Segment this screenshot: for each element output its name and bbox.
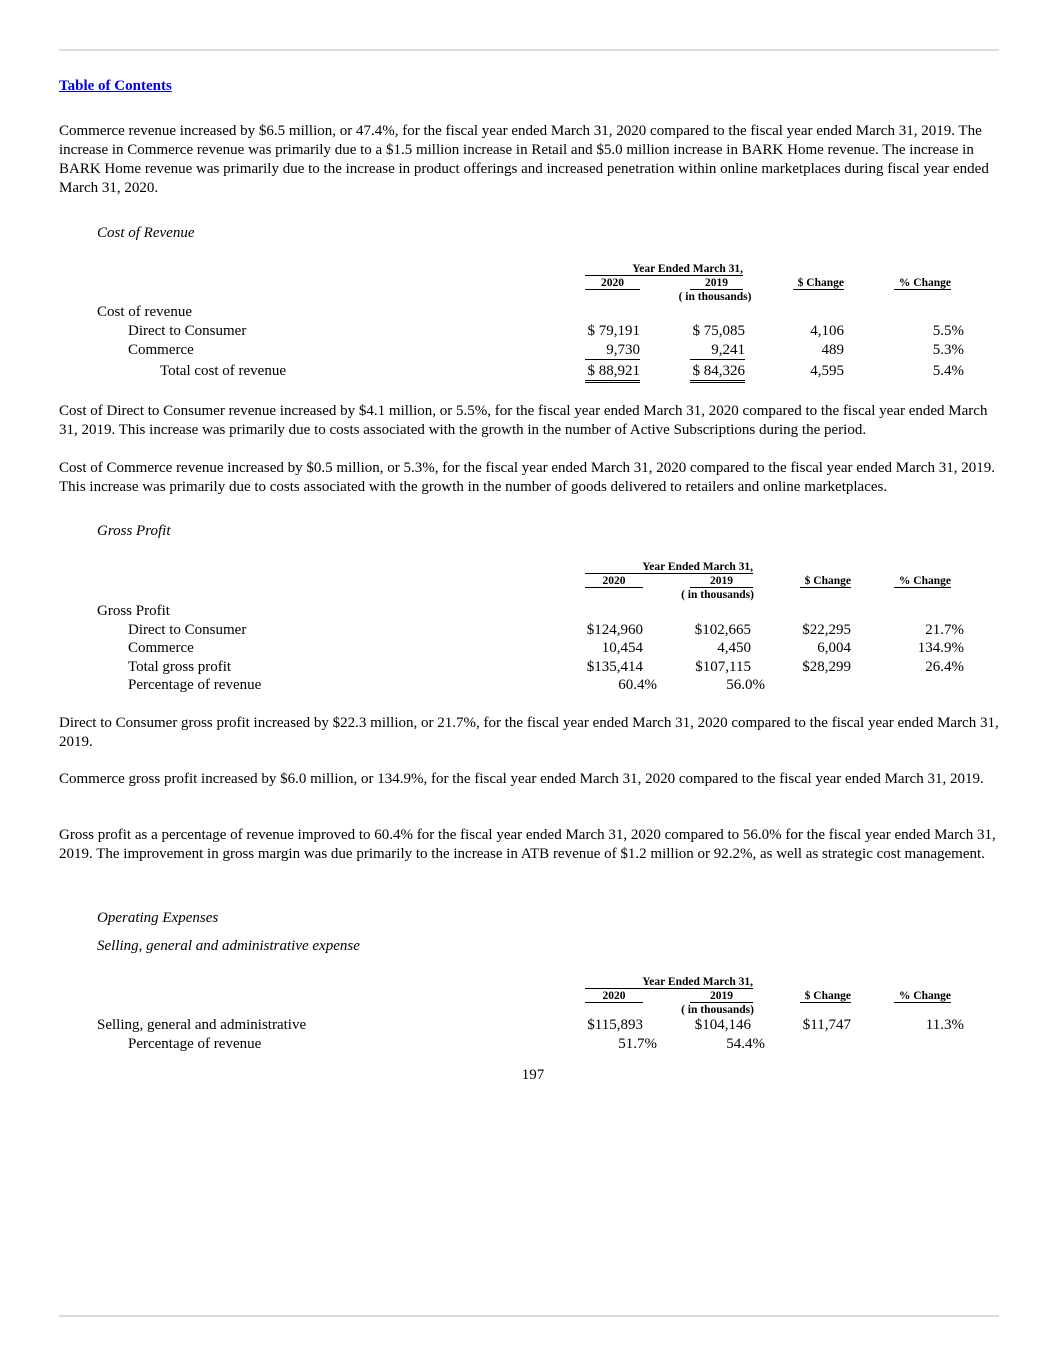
row-label: Total gross profit (128, 659, 232, 675)
cell-dollar-change: 6,004 (817, 640, 851, 656)
cell-percent-change: 11.3% (925, 1017, 964, 1033)
table-header-2020: 2020 (585, 575, 643, 588)
table-header-2020: 2020 (585, 277, 640, 290)
table-header-units: ( in thousands) (678, 291, 752, 303)
table-header-percent-change: % Change (894, 990, 951, 1003)
cell-2020: 9,730 (585, 342, 640, 360)
paragraph-gp-commerce: Commerce gross profit increased by $6.0 million, or 134.9%, for the fiscal year ended March 31, 2020 compared to the fiscal year ended March 31, 2019. (59, 771, 984, 787)
cell-percent-change: 21.7% (925, 622, 964, 638)
table-header-period: Year Ended March 31, (585, 263, 743, 276)
cell-percent-change: 5.3% (932, 342, 964, 358)
paragraph-gp-percentage: Gross profit as a percentage of revenue improved to 60.4% for the fiscal year ended March 31, 2020 compared to 56.0% for the fiscal year ended March 31, 2019. The improvement in gross margin was due primarily to the increase in ATB revenue of $1.2 million or 92.2%, as well as strategic cost management. (59, 827, 996, 862)
row-label: Percentage of revenue (128, 1036, 262, 1052)
cell-2020: $ 88,921 (585, 363, 640, 383)
cell-2019: 9,241 (690, 342, 745, 360)
paragraph-commerce-revenue: Commerce revenue increased by $6.5 million, or 47.4%, for the fiscal year ended March 31, 2020 compared to the fiscal year ended March 31, 2019. The increase in Commerce revenue was primarily due to a $1.5 million increase in Retail and $5.0 million increase in BARK Home revenue. The increase in BARK Home revenue was primarily due to the increase in product offerings and increased penetration within online marketplaces during fiscal year ended March 31, 2020. (59, 123, 989, 196)
table-header-2019: 2019 (690, 277, 743, 290)
row-label: Selling, general and administrative (97, 1017, 307, 1033)
row-label: Commerce (128, 342, 194, 358)
section-heading-sga: Selling, general and administrative expense (97, 938, 360, 954)
table-of-contents-link[interactable]: Table of Contents (59, 78, 172, 94)
cell-2020: $124,960 (586, 622, 643, 638)
paragraph-cost-commerce: Cost of Commerce revenue increased by $0.5 million, or 5.3%, for the fiscal year ended March 31, 2020 compared to the fiscal year ended March 31, 2019. This increase was primarily due to costs associated with the growth in the number of goods delivered to retailers and online marketplaces. (59, 460, 995, 495)
table-header-dollar-change: $ Change (800, 575, 851, 588)
row-label: Total cost of revenue (160, 363, 286, 379)
cell-2020: 60.4% (618, 677, 657, 693)
table-header-percent-change: % Change (894, 277, 951, 290)
cell-percent-change: 26.4% (925, 659, 964, 675)
paragraph-cost-dtc: Cost of Direct to Consumer revenue increased by $4.1 million, or 5.5%, for the fiscal year ended March 31, 2020 compared to the fiscal year ended March 31, 2019. This increase was primarily due to costs associated with the growth in the number of Active Subscriptions during the period. (59, 403, 988, 438)
table-header-period: Year Ended March 31, (585, 976, 753, 989)
section-heading-operating-expenses: Operating Expenses (97, 910, 219, 926)
cell-2020: 51.7% (618, 1036, 657, 1052)
cell-percent-change: 5.5% (932, 323, 964, 339)
cell-2020: $135,414 (586, 659, 643, 675)
cell-2019: $104,146 (694, 1017, 751, 1033)
cell-2020: 10,454 (601, 640, 643, 656)
table-header-2019: 2019 (690, 575, 753, 588)
table-header-percent-change: % Change (894, 575, 951, 588)
cell-2020: $ 79,191 (587, 323, 640, 339)
cell-dollar-change: 4,595 (810, 363, 844, 379)
row-label: Direct to Consumer (128, 622, 247, 638)
paragraph-gp-dtc: Direct to Consumer gross profit increased by $22.3 million, or 21.7%, for the fiscal year ended March 31, 2020 compared to the fiscal year ended March 31, 2019. (59, 715, 999, 750)
table-header-dollar-change: $ Change (793, 277, 844, 290)
cell-percent-change: 134.9% (917, 640, 964, 656)
row-label: Percentage of revenue (128, 677, 262, 693)
cell-2020: $115,893 (587, 1017, 643, 1033)
cell-dollar-change: $11,747 (802, 1017, 851, 1033)
cell-percent-change: 5.4% (932, 363, 964, 379)
table-group-label: Gross Profit (97, 603, 170, 619)
table-group-label: Cost of revenue (97, 304, 192, 320)
cell-2019: $107,115 (695, 659, 751, 675)
cell-2019: 56.0% (726, 677, 765, 693)
top-divider (59, 49, 999, 51)
page-number: 197 (521, 1067, 545, 1083)
table-header-period: Year Ended March 31, (585, 561, 753, 574)
cell-dollar-change: 489 (821, 342, 844, 358)
cell-2019: 4,450 (717, 640, 751, 656)
cell-dollar-change: 4,106 (810, 323, 844, 339)
table-header-units: ( in thousands) (681, 589, 754, 601)
cell-2019: 54.4% (726, 1036, 765, 1052)
cell-dollar-change: $28,299 (802, 659, 851, 675)
table-header-units: ( in thousands) (681, 1004, 754, 1016)
cell-dollar-change: $22,295 (802, 622, 851, 638)
bottom-divider (59, 1315, 999, 1317)
table-header-2020: 2020 (585, 990, 643, 1003)
cell-2019: $ 75,085 (692, 323, 745, 339)
table-header-2019: 2019 (690, 990, 753, 1003)
cell-2019: $102,665 (694, 622, 751, 638)
table-header-dollar-change: $ Change (800, 990, 851, 1003)
cell-2019: $ 84,326 (690, 363, 745, 383)
row-label: Direct to Consumer (128, 323, 247, 339)
section-heading-cost-of-revenue: Cost of Revenue (97, 225, 195, 241)
row-label: Commerce (128, 640, 194, 656)
section-heading-gross-profit: Gross Profit (97, 523, 171, 539)
